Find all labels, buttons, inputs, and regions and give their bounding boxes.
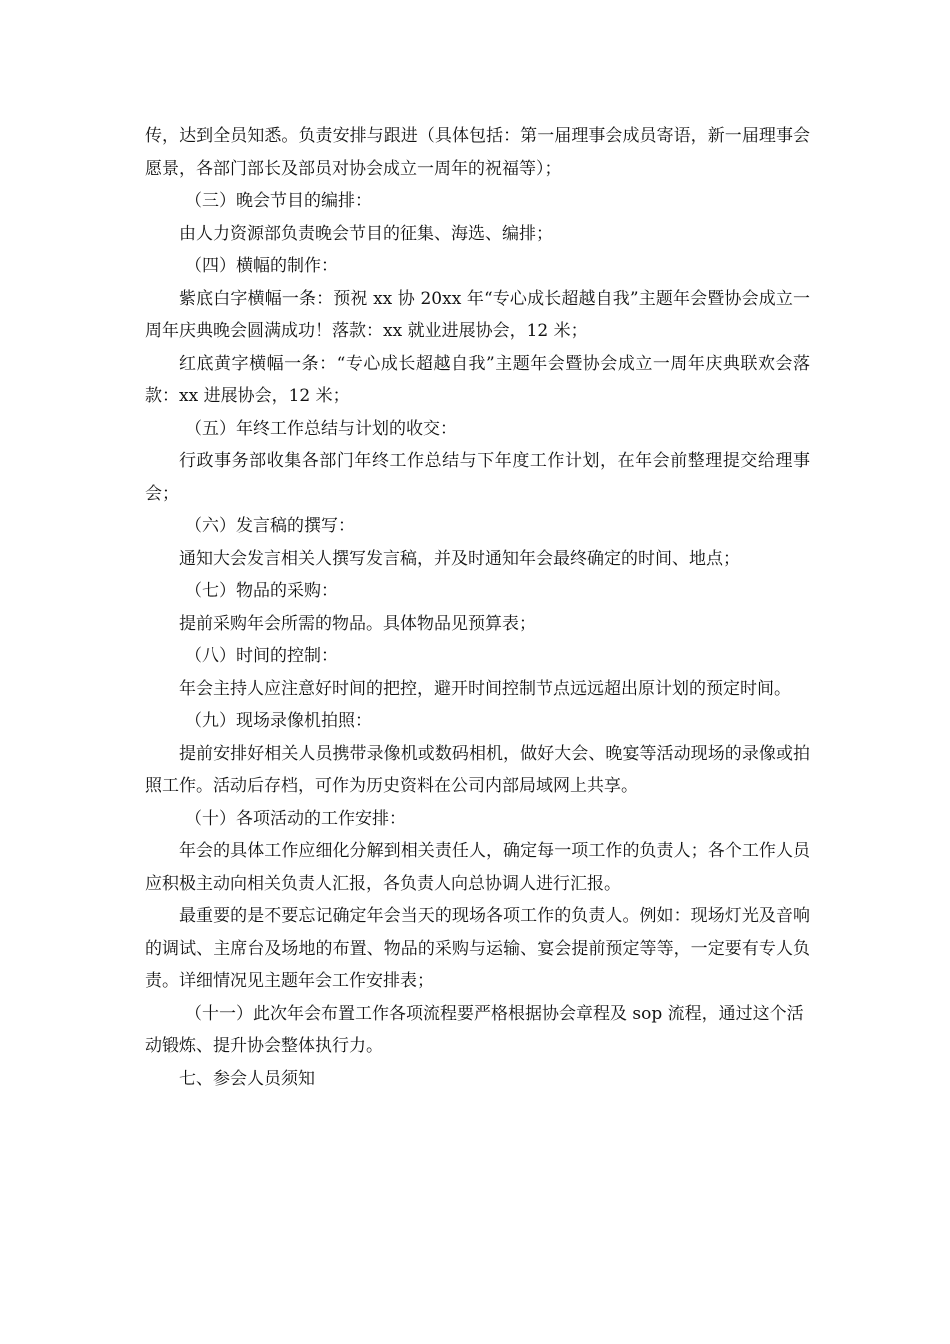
paragraph: 由人力资源部负责晚会节目的征集、海选、编排； — [179, 223, 553, 244]
document-body — [145, 120, 810, 1095]
paragraph: 年会的具体工作应细化分解到相关责任人，确定每一项工作的负责人；各个工作人员应积极主动向相关负责人汇报，各负责人向总协调人进行汇报。 — [145, 841, 810, 894]
paragraph: 提前采购年会所需的物品。具体物品见预算表； — [179, 613, 536, 634]
paragraph: 年会主持人应注意好时间的把控，避开时间控制节点远远超出原计划的预定时间。 — [179, 678, 791, 699]
section-heading-5: （五）年终工作总结与计划的收交： — [185, 418, 457, 439]
section-heading-10: （十）各项活动的工作安排： — [185, 808, 406, 829]
paragraph: 红底黄字横幅一条：“专心成长超越自我”主题年会暨协会成立一周年庆典联欢会落款：xx 进展协会，12 米； — [145, 353, 810, 406]
section-heading-3: （三）晚会节目的编排： — [185, 191, 372, 211]
paragraph: 通知大会发言相关人撰写发言稿，并及时通知年会最终确定的时间、地点； — [179, 548, 740, 569]
section-heading-7-attendee-notice: 七、参会人员须知 — [179, 1068, 315, 1089]
section-heading-8: （八）时间的控制： — [185, 646, 338, 666]
section-heading-6: （六）发言稿的撰写： — [185, 516, 355, 536]
paragraph: 紫底白字横幅一条：预祝 xx 协 20xx 年“专心成长超越自我”主题年会暨协会成立一周年庆典晚会圆满成功！落款：xx 就业进展协会，12 米； — [145, 288, 810, 341]
section-heading-11: （十一）此次年会布置工作各项流程要严格根据协会章程及 sop 流程，通过这个活动锻炼、提升协会整体执行力。 — [145, 1003, 804, 1056]
paragraph: 最重要的是不要忘记确定年会当天的现场各项工作的负责人。例如：现场灯光及音响的调试、主席台及场地的布置、物品的采购与运输、宴会提前预定等等，一定要有专人负责。详细情况见主题年会工作安排表； — [145, 906, 810, 991]
paragraph: 行政事务部收集各部门年终工作总结与下年度工作计划，在年会前整理提交给理事会； — [145, 451, 810, 504]
paragraph-continuation: 传，达到全员知悉。负责安排与跟进（具体包括：第一届理事会成员寄语，新一届理事会愿景，各部门部长及部员对协会成立一周年的祝福等）； — [145, 126, 810, 179]
section-heading-7: （七）物品的采购： — [185, 581, 338, 601]
paragraph: 提前安排好相关人员携带录像机或数码相机，做好大会、晚宴等活动现场的录像或拍照工作。活动后存档，可作为历史资料在公司内部局域网上共享。 — [145, 743, 810, 796]
section-heading-4: （四）横幅的制作： — [185, 256, 338, 276]
section-heading-9: （九）现场录像机拍照： — [185, 711, 372, 731]
